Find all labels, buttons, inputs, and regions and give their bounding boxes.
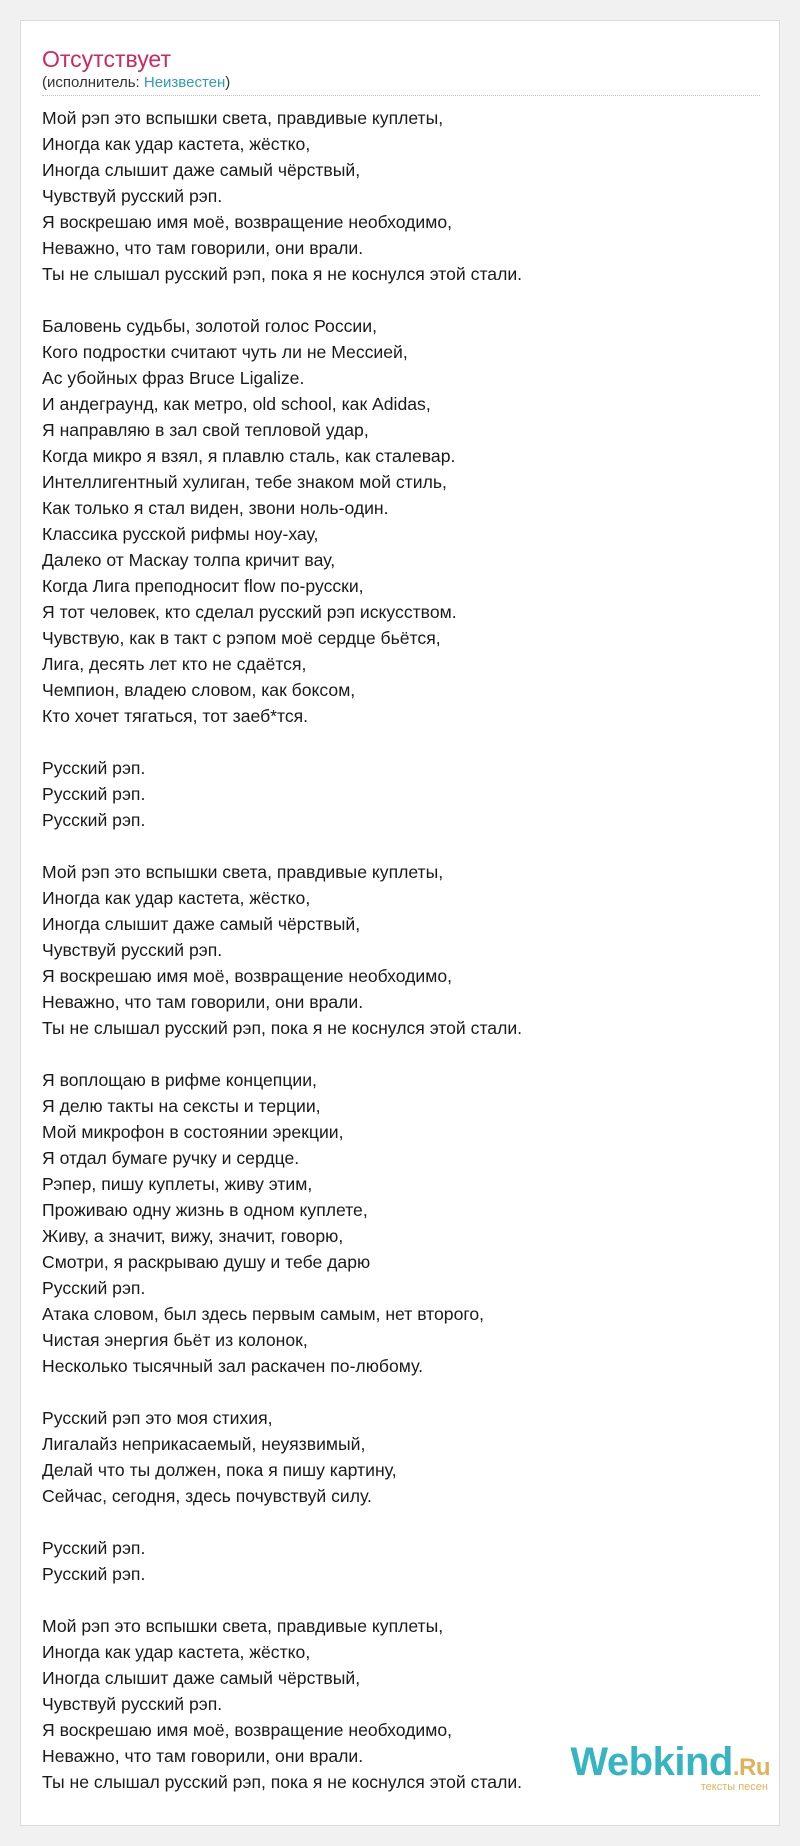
lyric-line: Неважно, что там говорили, они врали. [42,238,364,258]
lyric-line: Чемпион, владею словом, как боксом, [42,680,356,700]
title-divider [42,95,760,96]
lyric-line: Я отдал бумаге ручку и сердце. [42,1148,300,1168]
lyric-line: Делай что ты должен, пока я пишу картину, [42,1460,397,1480]
lyric-line: Я воплощаю в рифме концепции, [42,1070,317,1090]
lyric-line: Чувствуй русский рэп. [42,186,223,206]
lyric-line: И андеграунд, как метро, old school, как Adidas, [42,394,431,414]
lyric-line: Как только я стал виден, звони ноль-один. [42,498,389,518]
stanza-break [42,1587,762,1613]
lyric-line: Русский рэп. [42,1278,146,1298]
lyric-line: Лига, десять лет кто не сдаётся, [42,654,307,674]
lyric-line: Русский рэп. [42,758,146,778]
lyric-line: Я воскрешаю имя моё, возвращение необходимо, [42,212,452,232]
lyrics-card [20,20,780,1826]
lyric-line: Интеллигентный хулиган, тебе знаком мой стиль, [42,472,447,492]
lyrics-text [42,105,762,1795]
lyric-line: Русский рэп. [42,1564,146,1584]
lyric-line: Мой микрофон в состоянии эрекции, [42,1122,344,1142]
lyric-line: Неважно, что там говорили, они врали. [42,1746,364,1766]
lyric-line: Неважно, что там говорили, они врали. [42,992,364,1012]
lyric-line: Лигалайз неприкасаемый, неуязвимый, [42,1434,366,1454]
lyric-line: Я тот человек, кто сделал русский рэп искусством. [42,602,457,622]
lyric-line: Иногда как удар кастета, жёстко, [42,1642,311,1662]
lyric-line: Мой рэп это вспышки света, правдивые куплеты, [42,108,444,128]
lyric-line: Живу, а значит, вижу, значит, говорю, [42,1226,344,1246]
lyric-line: Мой рэп это вспышки света, правдивые куплеты, [42,1616,444,1636]
lyric-line: Ты не слышал русский рэп, пока я не коснулся этой стали. [42,1018,523,1038]
lyric-line: Ты не слышал русский рэп, пока я не коснулся этой стали. [42,1772,523,1792]
lyric-line: Ты не слышал русский рэп, пока я не коснулся этой стали. [42,264,523,284]
lyric-line: Смотри, я раскрываю душу и тебе дарю [42,1252,371,1272]
lyric-line: Когда Лига преподносит flow по-русски, [42,576,364,596]
lyric-line: Кто хочет тягаться, тот заеб*тся. [42,706,309,726]
lyric-line: Чистая энергия бьёт из колонок, [42,1330,308,1350]
logo-name: Webkind [570,1740,733,1784]
lyric-line: Чувствуй русский рэп. [42,940,223,960]
logo-tagline: тексты песен [700,1781,768,1793]
artist-link[interactable]: Неизвестен [143,74,226,91]
lyric-line: Несколько тысячный зал раскачен по-любому. [42,1356,423,1376]
song-title: Отсутствует [42,46,171,72]
lyric-line: Иногда как удар кастета, жёстко, [42,134,311,154]
lyric-line: Далеко от Маскау толпа кричит вау, [42,550,336,570]
lyric-line: Когда микро я взял, я плавлю сталь, как сталевар. [42,446,456,466]
logo-wordmark [570,1742,770,1782]
lyric-line: Сейчас, сегодня, здесь почувствуй силу. [42,1486,372,1506]
lyric-line: Иногда слышит даже самый чёрствый, [42,1668,361,1688]
stanza-break [42,1041,762,1067]
lyric-line: Русский рэп. [42,810,146,830]
lyric-line: Я направляю в зал свой тепловой удар, [42,420,369,440]
lyric-line: Атака словом, был здесь первым самым, нет второго, [42,1304,485,1324]
artist-line [42,73,230,93]
stanza-break [42,729,762,755]
lyric-line: Проживаю одну жизнь в одном куплете, [42,1200,368,1220]
artist-prefix: (исполнитель: [42,74,144,91]
lyric-line: Я воскрешаю имя моё, возвращение необходимо, [42,966,452,986]
lyric-line: Иногда слышит даже самый чёрствый, [42,160,361,180]
stanza-break [42,1379,762,1405]
lyric-line: Классика русской рифмы ноу-хау, [42,524,319,544]
lyric-line: Русский рэп. [42,784,146,804]
lyric-line: Чувствуй русский рэп. [42,1694,223,1714]
logo-tld: .Ru [732,1754,770,1781]
lyric-line: Я делю такты на сексты и терции, [42,1096,321,1116]
lyric-line: Ас убойных фраз Bruce Ligalize. [42,368,305,388]
stanza-break [42,1509,762,1535]
lyric-line: Русский рэп это моя стихия, [42,1408,273,1428]
lyric-line: Иногда слышит даже самый чёрствый, [42,914,361,934]
lyric-line: Русский рэп. [42,1538,146,1558]
lyric-line: Баловень судьбы, золотой голос России, [42,316,377,336]
lyric-line: Чувствую, как в такт с рэпом моё сердце бьётся, [42,628,441,648]
site-logo[interactable] [570,1740,770,1793]
lyric-line: Рэпер, пишу куплеты, живу этим, [42,1174,313,1194]
lyric-line: Иногда как удар кастета, жёстко, [42,888,311,908]
artist-suffix: ) [225,74,231,91]
lyric-line: Мой рэп это вспышки света, правдивые куплеты, [42,862,444,882]
stanza-break [42,287,762,313]
lyric-line: Я воскрешаю имя моё, возвращение необходимо, [42,1720,452,1740]
lyric-line: Кого подростки считают чуть ли не Мессией, [42,342,408,362]
stanza-break [42,833,762,859]
